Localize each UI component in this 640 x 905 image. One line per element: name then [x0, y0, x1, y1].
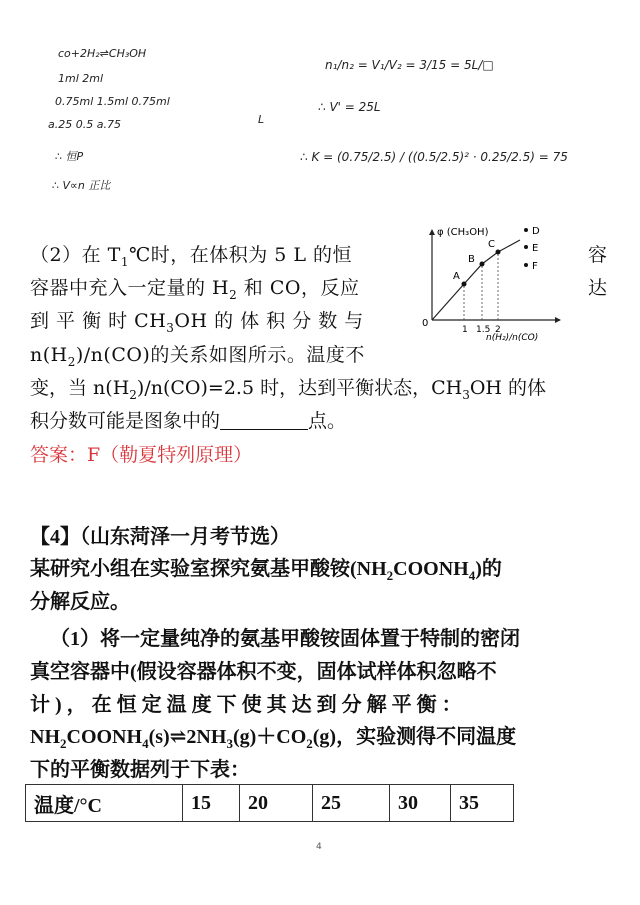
q4-text: COONH [393, 558, 469, 580]
scratch-left-5: ∴ 恒P [55, 150, 84, 163]
q2-text: ℃时，在体积为 5 L 的恒 [128, 244, 353, 266]
q4-text: 某研究小组在实验室探究氨基甲酸铵(NH [30, 558, 387, 580]
q2-text: 点。 [308, 410, 347, 432]
table-row [26, 785, 514, 822]
page-number: 4 [316, 842, 322, 852]
table-cell: 35 [451, 785, 514, 822]
table-cell: 20 [240, 785, 313, 822]
q2-text: )/n(CO)=2.5 时，达到平衡状态，CH [136, 377, 463, 399]
q4-line-6 [30, 720, 516, 752]
label-b: B [468, 254, 475, 265]
q4-sub: 2 [306, 736, 313, 751]
q2-line-3 [30, 306, 364, 335]
q2-sub: 2 [67, 354, 76, 369]
q2-line-2-right: 达 [588, 277, 608, 299]
point-e [524, 245, 528, 249]
answer-blank [220, 411, 308, 430]
scratch-right-k: ∴ K = (0.75/2.5) / ((0.5/2.5)² · 0.25/2.5) = 75 [300, 150, 568, 164]
q4-sub: 4 [142, 736, 149, 751]
q4-line-1 [30, 552, 502, 584]
q2-line-1-right: 容 [588, 244, 608, 266]
q2-sub: 3 [462, 387, 470, 402]
q4-line-4: 真空容器中(假设容器体积不变，固体试样体积忽略不 [30, 661, 497, 683]
q2-answer: 答案：F（勒夏特列原理） [30, 444, 253, 466]
scratch-marker: L [258, 113, 265, 126]
point-b [480, 262, 485, 267]
table-header-cell: 温度/°C [26, 785, 183, 822]
q4-line-7: 下的平衡数据列于下表： [30, 759, 250, 781]
q2-sub: 1 [120, 254, 129, 269]
q2-text: OH 的体 [469, 377, 547, 399]
point-c [496, 250, 501, 255]
q2-text: OH 的 体 积 分 数 与 [174, 310, 364, 332]
q2-text: )/n(CO)的关系如图所示。温度不 [75, 344, 365, 366]
y-axis-label: φ (CH₃OH) [437, 227, 489, 238]
x-tick-1: 1 [462, 325, 468, 335]
q2-line-6 [30, 406, 346, 433]
x-axis-label: n(H₂)/n(CO) [486, 333, 539, 343]
q2-text: 积分数可能是图象中的 [30, 410, 221, 432]
q2-text: n(H [30, 344, 68, 366]
q4-text: (g)＋CO [232, 726, 307, 748]
table-cell: 30 [390, 785, 451, 822]
scratch-left-3: 0.75ml 1.5ml 0.75ml [55, 95, 170, 108]
q4-line-5: 计 ) ， 在 恒 定 温 度 下 使 其 达 到 分 解 平 衡 ： [30, 694, 462, 716]
scratch-left-1: co+2H₂⇌CH₃OH [58, 47, 147, 60]
q4-line-3: （1）将一定量纯净的氨基甲酸铵固体置于特制的密闭 [50, 628, 520, 650]
q2-sub: 2 [129, 387, 137, 402]
point-f [524, 263, 528, 267]
point-d [524, 228, 528, 232]
q2-text: （2）在 T [30, 244, 121, 266]
q4-sub: 2 [386, 568, 394, 583]
volume-fraction-graph [420, 222, 630, 352]
q4-text: )的 [475, 558, 502, 580]
q2-line-4 [30, 340, 365, 369]
scratch-right-ratio: n₁/n₂ = V₁/V₂ = 3/15 = 5L/□ [325, 58, 494, 72]
q2-sub: 3 [166, 320, 175, 335]
curve [432, 240, 520, 320]
label-e: E [532, 243, 539, 254]
q2-sub: 2 [229, 287, 238, 302]
label-d: D [532, 226, 540, 237]
scratch-left-2: 1ml 2ml [58, 72, 104, 85]
q2-text: 变，当 n(H [30, 377, 130, 399]
q4-text: NH [30, 726, 60, 748]
x-tick-1.5: 1.5 [476, 325, 491, 335]
q4-text: (s)⇌2NH [148, 726, 227, 748]
q4-text: (g)，实验测得不同温度 [312, 726, 517, 748]
table-cell: 25 [313, 785, 390, 822]
q2-line-5 [30, 373, 546, 402]
origin-label: 0 [422, 318, 429, 329]
q2-line-2 [30, 273, 359, 302]
q4-sub: 3 [226, 736, 233, 751]
table-cell: 15 [183, 785, 240, 822]
x-tick-2: 2 [495, 325, 501, 335]
temperature-table [25, 784, 514, 822]
q4-line-2: 分解反应。 [30, 591, 130, 613]
q4-text: COONH [66, 726, 143, 748]
label-c: C [488, 239, 495, 250]
scratch-right-v: ∴ V' = 25L [318, 100, 381, 114]
point-a [462, 282, 467, 287]
q4-sub: 4 [468, 568, 476, 583]
label-f: F [532, 261, 538, 272]
scratch-left-4: a.25 0.5 a.75 [48, 118, 121, 131]
q2-text: 和 CO，反应 [237, 277, 360, 299]
q4-sub: 2 [60, 736, 67, 751]
q2-text: 容器中充入一定量的 H [30, 277, 230, 299]
q2-line-1 [30, 240, 352, 269]
q4-heading: 【4】（山东菏泽一月考节选） [30, 526, 290, 548]
label-a: A [453, 271, 460, 282]
scratch-left-6: ∴ V∝n 正比 [52, 179, 111, 192]
q2-text: 到 平 衡 时 CH [30, 310, 167, 332]
